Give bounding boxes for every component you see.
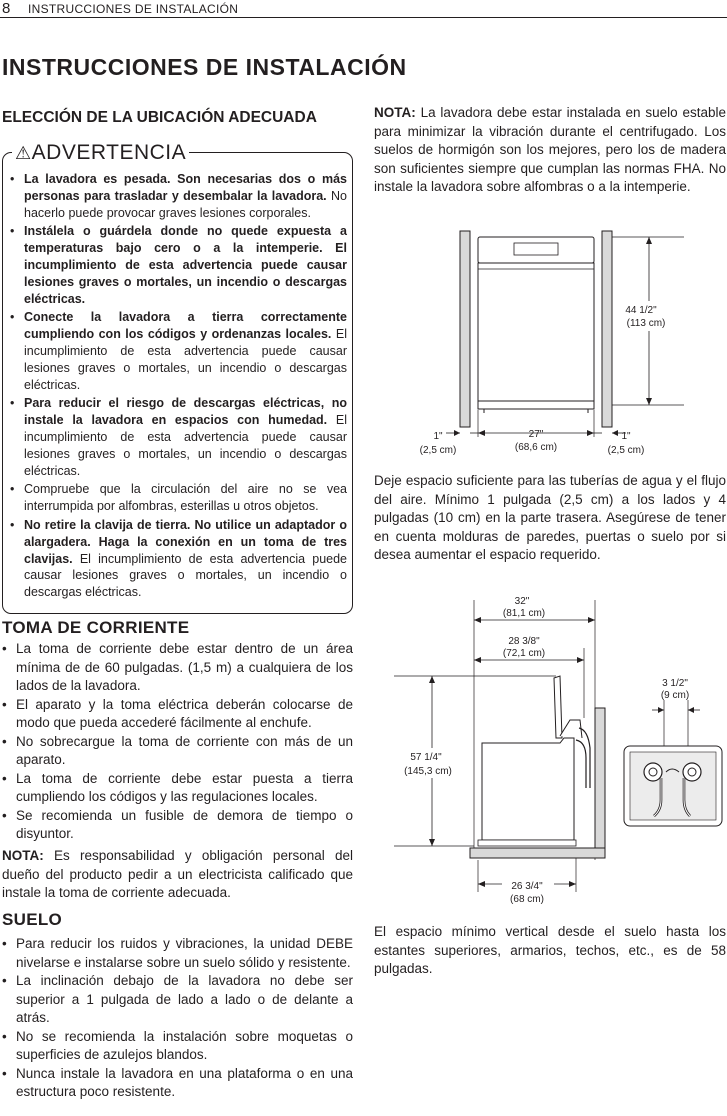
power-item: • La toma de corriente debe estar puesta a tierra cumpliendo los códigos y las regulaciones locales. <box>2 770 353 807</box>
power-note-text: Es responsabilidad y obligación personal del dueño del producto pedir a un electricista calificado que instale la toma de corriente adecuada. <box>2 848 353 900</box>
floor-item: • Nunca instale la lavadora en una plataforma o en una estructura poco resistente. <box>2 1065 353 1102</box>
floor-item: • Para reducir los ruidos y vibraciones, la unidad DEBE nivelarse e instalarse sobre un suelo sólido y resistente. <box>2 935 353 972</box>
floor-stability-note <box>374 104 726 197</box>
diagram1-left-gap-cm: (2,5 cm) <box>419 445 457 456</box>
diagram2-top-cm: (72,1 cm) <box>502 648 546 659</box>
page-title: INSTRUCCIONES DE INSTALACIÓN <box>2 54 407 80</box>
running-title: INSTRUCCIONES DE INSTALACIÓN <box>28 2 239 16</box>
diagram2-top-in: 28 3/8" <box>508 636 540 647</box>
warning-item-bold: No retire la clavija de tierra. No utilice un adaptador o alargadera. Haga la conexión en un toma de tres clavijas. <box>24 517 347 566</box>
power-note <box>2 847 353 903</box>
diagram2-base-cm: (68 cm) <box>510 894 544 905</box>
warning-item-bold: Para reducir el riesgo de descargas eléctricas, no instale la lavadora en espacios con humedad. <box>24 396 347 428</box>
power-note-label: NOTA: <box>2 848 44 863</box>
diagram2-base-in: 26 3/4" <box>511 881 543 892</box>
vertical-clearance-paragraph: El espacio mínimo vertical desde el suelo hasta los estantes superiores, armarios, techos, etc., es de 58 pulgadas. <box>374 924 726 976</box>
warning-item-bold: Conecte la lavadora a tierra correctamente cumpliendo con los códigos y ordenanzas locales. <box>24 310 347 342</box>
warning-item <box>10 395 347 479</box>
washer-body <box>478 263 594 401</box>
diagram1-right-gap-in: 1" <box>621 431 631 442</box>
warning-list <box>10 171 347 603</box>
rear-wall <box>595 708 605 848</box>
floor-slab <box>470 848 605 858</box>
power-heading: TOMA DE CORRIENTE <box>2 618 190 637</box>
power-item: • El aparato y la toma eléctrica deberán colocarse de modo que pueda accederé fácilmente al enchufe. <box>2 696 353 733</box>
diagram1-right-gap-cm: (2,5 cm) <box>607 445 645 456</box>
front-clearance-diagram <box>374 225 726 465</box>
warning-item-text: El incumplimiento de esta advertencia puede causar lesiones graves o mortales, un incendio o descargas eléctricas. <box>24 551 347 600</box>
stability-note-text: La lavadora debe estar instalada en suelo estable para minimizar la vibración durante el centrifugado. Los suelos de hormigón son los mejores, pero los de madera son suficientes siempre que cumplan las normas FHA. No instale la lavadora sobre alfombras o a la intemperie. <box>374 105 726 194</box>
power-item: • Se recomienda un fusible de demora de tiempo o disyuntor. <box>2 807 353 844</box>
right-wall <box>602 231 612 427</box>
location-heading: ELECCIÓN DE LA UBICACIÓN ADECUADA <box>2 109 317 126</box>
warning-item <box>10 223 347 307</box>
power-item: • La toma de corriente debe estar dentro de un área mínima de de 60 pulgadas. (1,5 m) a cualquiera de los lados de la lavadora. <box>2 640 353 696</box>
warning-item <box>10 309 347 393</box>
clearance-paragraph: Deje espacio suficiente para las tuberías de agua y el flujo del aire. Mínimo 1 pulgada (2,5 cm) a los lados y 4 pulgadas (10 cm) en la parte trasera. Asegúrese de tener en cuenta molduras de paredes, puertas o suelo por si desea aumentar el espacio requerido. <box>374 473 726 562</box>
diagram1-height-cm: (113 cm) <box>626 318 666 329</box>
power-item: • No sobrecargue la toma de corriente con más de un aparato. <box>2 733 353 770</box>
warning-item <box>10 517 347 601</box>
left-wall <box>460 231 470 427</box>
floor-item: • La inclinación debajo de la lavadora no debe ser superior a 1 pulgada de lado a lado o de delante a atrás. <box>2 972 353 1028</box>
warning-triangle-icon: ⚠ <box>15 143 32 163</box>
warning-title <box>12 140 189 166</box>
warning-title-text: ADVERTENCIA <box>31 141 187 164</box>
warning-item-bold: Instálela o guárdela donde no quede expuesta a temperaturas bajo cero o a la intemperie. El incumplimiento de esta advertencia puede causar lesiones graves o mortales, un incendio o descargas eléctricas. <box>24 224 347 306</box>
washer-lid <box>554 676 562 738</box>
floor-item: • No se recomienda la instalación sobre moquetas o superficies de azulejos blandos. <box>2 1028 353 1065</box>
washer-side <box>482 738 574 840</box>
warning-item-text: Compruebe que la circulación del aire no se vea interrumpida por alfombras, esterillas u otros objetos. <box>24 482 347 514</box>
diagram2-gap-cm: (9 cm) <box>660 690 690 701</box>
diagram2-total-in: 32" <box>514 596 530 607</box>
diagram2-height-cm: (145,3 cm) <box>404 766 452 777</box>
warning-item-text: No hacerlo puede provocar graves lesiones corporales. <box>24 188 347 220</box>
diagram1-width-in: 27" <box>528 429 544 440</box>
header-rule <box>0 17 727 18</box>
diagram2-gap-in: 3 1/2" <box>662 678 688 689</box>
warning-item-text: El incumplimiento de esta advertencia puede causar lesiones graves o mortales, un incendio o descargas eléctricas. <box>24 413 347 478</box>
washer-display <box>514 243 558 255</box>
diagram1-left-gap-in: 1" <box>433 431 443 442</box>
side-clearance-diagram <box>374 588 726 910</box>
diagram1-width-cm: (68,6 cm) <box>514 442 558 453</box>
warning-item <box>10 171 347 221</box>
power-list <box>2 640 353 844</box>
page-number: 8 <box>2 0 11 17</box>
warning-item <box>10 481 347 515</box>
warning-item-text: El incumplimiento de esta advertencia puede causar lesiones graves o mortales, un incendio o descargas eléctricas. <box>24 327 347 392</box>
diagram1-height-in: 44 1/2" <box>625 305 657 316</box>
floor-list <box>2 935 353 1102</box>
warning-item-bold: La lavadora es pesada. Son necesarias dos o más personas para trasladar y desembalar la lavadora. <box>24 172 347 203</box>
diagram2-total-cm: (81,1 cm) <box>502 608 546 619</box>
diagram2-height-in: 57 1/4" <box>410 752 442 763</box>
floor-heading: SUELO <box>2 910 63 929</box>
stability-note-label: NOTA: <box>374 105 416 120</box>
